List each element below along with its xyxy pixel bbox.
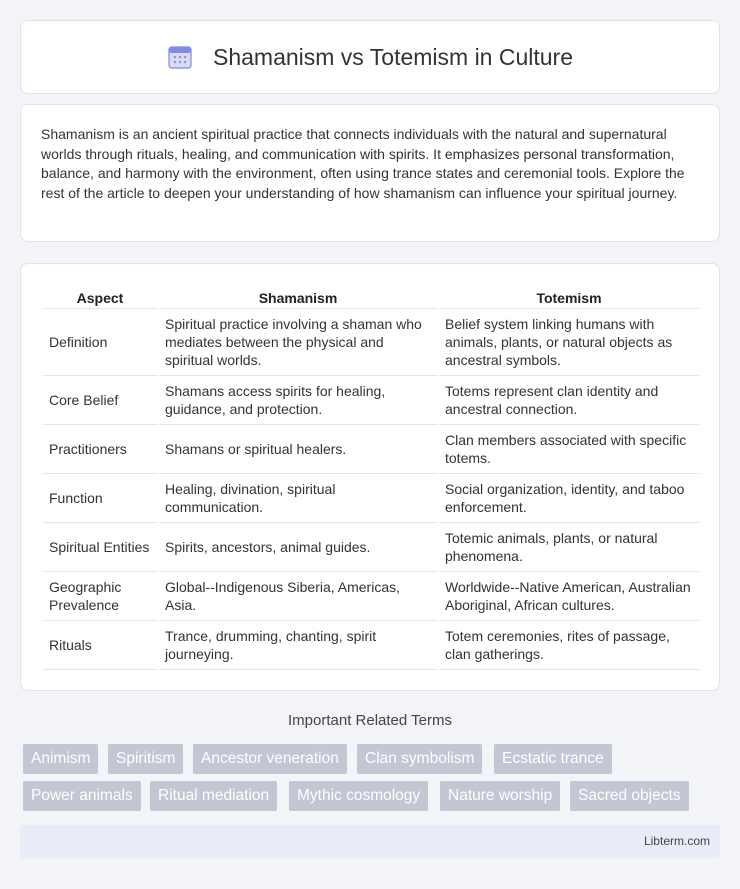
- row-aspect: Geographic Prevalence: [43, 571, 158, 620]
- footer-site-link[interactable]: Libterm.com: [643, 834, 710, 848]
- intro-card: [20, 104, 720, 242]
- term-tag[interactable]: Ecstatic trance: [494, 744, 612, 774]
- table-row: [43, 308, 699, 375]
- header-card: [20, 20, 720, 94]
- header-shamanism: Shamanism: [158, 286, 438, 308]
- term-tag[interactable]: Clan symbolism: [357, 744, 482, 774]
- row-totemism: Belief system linking humans with animals, plants, or natural objects as ancestral symbols.: [438, 308, 699, 375]
- calendar-icon: [167, 44, 193, 70]
- row-aspect: Definition: [43, 308, 158, 375]
- row-totemism: Totems represent clan identity and ancestral connection.: [438, 375, 699, 424]
- term-tag[interactable]: Sacred objects: [570, 781, 689, 811]
- term-tag[interactable]: Nature worship: [440, 781, 560, 811]
- row-aspect: Spiritual Entities: [43, 522, 158, 571]
- term-tag[interactable]: Animism: [23, 744, 98, 774]
- row-aspect: Rituals: [43, 620, 158, 669]
- table-row: [43, 375, 699, 424]
- row-aspect: Practitioners: [43, 424, 158, 473]
- row-totemism: Totem ceremonies, rites of passage, clan gatherings.: [438, 620, 699, 669]
- header-totemism: Totemism: [438, 286, 699, 308]
- table-row: [43, 424, 699, 473]
- row-aspect: Core Belief: [43, 375, 158, 424]
- comparison-table-card: [20, 263, 720, 691]
- table-row: [43, 571, 699, 620]
- term-tag[interactable]: Mythic cosmology: [289, 781, 428, 811]
- header-aspect: Aspect: [43, 286, 158, 308]
- table-row: [43, 620, 699, 669]
- row-totemism: Clan members associated with specific totems.: [438, 424, 699, 473]
- term-tag[interactable]: Ancestor veneration: [193, 744, 347, 774]
- row-shamanism: Global--Indigenous Siberia, Americas, Asia.: [158, 571, 438, 620]
- table-header-row: [43, 286, 699, 308]
- page-title: Shamanism vs Totemism in Culture: [212, 43, 574, 70]
- row-shamanism: Shamans access spirits for healing, guidance, and protection.: [158, 375, 438, 424]
- table-row: [43, 473, 699, 522]
- term-tag[interactable]: Ritual mediation: [150, 781, 277, 811]
- row-totemism: Totemic animals, plants, or natural phenomena.: [438, 522, 699, 571]
- row-totemism: Worldwide--Native American, Australian Aboriginal, African cultures.: [438, 571, 699, 620]
- term-tag[interactable]: Power animals: [23, 781, 141, 811]
- intro-text: Shamanism is an ancient spiritual practice that connects individuals with the natural and supernatural worlds through rituals, healing, and communication with spirits. It emphasizes personal transformation, balance, and harmony with the environment, often using trance states and ceremonial tools. Explore the rest of the article to deepen your understanding of how shamanism can influence your spiritual journey.: [41, 126, 685, 201]
- row-shamanism: Spiritual practice involving a shaman who mediates between the physical and spiritual worlds.: [158, 308, 438, 375]
- related-terms-title: Important Related Terms: [288, 712, 452, 729]
- row-totemism: Social organization, identity, and taboo enforcement.: [438, 473, 699, 522]
- term-tag[interactable]: Spiritism: [108, 744, 183, 774]
- footer: [20, 825, 720, 858]
- row-aspect: Function: [43, 473, 158, 522]
- table-row: [43, 522, 699, 571]
- row-shamanism: Trance, drumming, chanting, spirit journeying.: [158, 620, 438, 669]
- comparison-table: [43, 286, 699, 670]
- row-shamanism: Spirits, ancestors, animal guides.: [158, 522, 438, 571]
- row-shamanism: Shamans or spiritual healers.: [158, 424, 438, 473]
- row-shamanism: Healing, divination, spiritual communication.: [158, 473, 438, 522]
